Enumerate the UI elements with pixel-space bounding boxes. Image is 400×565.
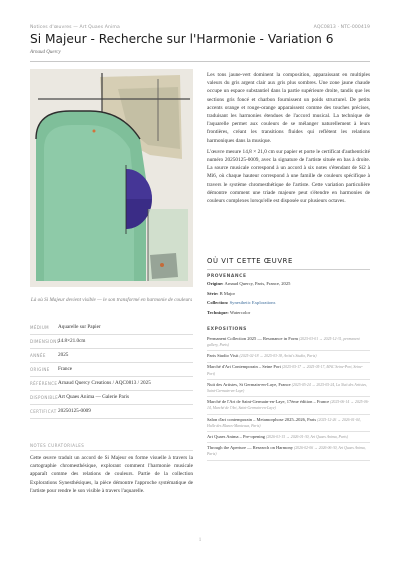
spec-label: DIMENSIONS	[30, 339, 60, 344]
spec-table	[30, 321, 193, 419]
spec-row-medium	[30, 321, 193, 335]
spec-label: RÉFÉRENCE	[30, 381, 58, 386]
exhibition-item	[207, 415, 370, 432]
artist-name: Arnaud Quercy	[30, 50, 61, 55]
provenance-value: Watercolor	[229, 309, 251, 315]
spec-value: Art Quaes Anima — Galerie Paris	[58, 393, 130, 400]
exhibition-item	[207, 380, 370, 397]
exhibition-item	[207, 432, 370, 443]
exhibition-title: Paris Studio Visit	[207, 353, 239, 359]
spec-label: MÉDIUM	[30, 325, 50, 330]
spec-value: 20250125-0009	[58, 407, 91, 414]
artwork-description	[207, 71, 370, 205]
spec-value: 14.8×21.0cm	[58, 337, 86, 344]
header-bar	[30, 25, 370, 30]
page-title: Si Majeur - Recherche sur l'Harmonie - Variation 6	[30, 32, 334, 46]
exhibition-details: (2025-12-26 → 2026-01-04, Halle des Blancs-Manteaux, Paris)	[207, 417, 361, 428]
spec-value: 2025	[58, 351, 69, 358]
exhibition-details: (2026-01-15 → 2026-01-30, Art Quaes Anima, Paris)	[266, 435, 349, 440]
spec-row-origin	[30, 363, 193, 377]
whereabouts-divider	[207, 269, 370, 270]
spec-label: ANNÉE	[30, 353, 46, 358]
exhibition-item	[207, 363, 370, 380]
spec-row-certificate	[30, 405, 193, 419]
spec-row-reference	[30, 377, 193, 391]
exhibition-title: Marché d'Art Contemporain – Seine Port	[207, 364, 281, 370]
provenance-item	[207, 291, 370, 297]
exhibition-item	[207, 334, 370, 351]
spec-row-available	[30, 391, 193, 405]
spec-label: ORIGINE	[30, 367, 50, 372]
spec-value: Aquarelle sur Papier	[58, 323, 101, 330]
spec-row-year	[30, 349, 193, 363]
exhibition-details: (2025-06-14 → 2025-06-14, Marché de l'Art, Saint-Germain-en-Laye)	[207, 400, 369, 411]
provenance-label: Collection:	[207, 300, 229, 306]
exhibition-title: Nuit des Artistes, St Germain-en-Laye, France	[207, 381, 291, 387]
header-reference: AQC0813 · NTC-000419	[313, 25, 370, 30]
exhibition-item	[207, 351, 370, 362]
curatorial-notes: Cette œuvre traduit un accord de Si Majeur en forme visuelle à travers la cartographie chromesthésique, explorant comment l'harmonie musicale apparaît comme des relations de couleurs. Partie de la collection Explorations Synesthésiques, la pièce démontre l'approche systématique de l'artiste pour rendre le son visible à travers l'aquarelle.	[30, 455, 193, 494]
whereabouts-title: OÙ VIT CETTE ŒUVRE	[207, 257, 293, 265]
artwork-painting	[30, 69, 193, 287]
description-paragraph: Les tons jaune-vert dominent la composition, apparaissant en multiples valeurs du gris argent clair aux gris plus sombres. Une zone jaune chaude occupe un espace substantiel dans la partie supérieure droite, tandis que les sections gris foncé et charbon fournissent un poids structurel. De petits accents orange et rouge-orange apparaissent comme des touches précises, traduisant les harmonies étendues de l'accord musical. La technique de l'aquarelle permet aux couleurs de se mélanger naturellement à leurs frontières, créant les transitions fluides qui reflètent les relations harmoniques dans la musique.	[207, 72, 370, 144]
provenance-item	[207, 300, 370, 306]
provenance-item	[207, 281, 370, 287]
description-paragraph: L'œuvre mesure 14,8 × 21,0 cm sur papier et porte le certificat d'authenticité numéro 20250125-0009, avec la signature de l'artiste située en bas à droite. La source musicale correspond à un accord à six notes s'étendant de Si2 à Mi6, où chaque hauteur correspond à une famille de couleurs spécifique à travers le système chromesthétique de l'artiste. Cette variation particulière démontre comment une triade majeure peut s'étendre en harmonies de couleurs complexes lorsqu'elle est disposée sur plusieurs octaves.	[207, 148, 370, 205]
exhibitions-heading: EXPOSITIONS	[207, 327, 247, 332]
spec-value: France	[58, 365, 73, 372]
exhibition-title: Permanent Collection 2025 — Resonance in Form	[207, 335, 298, 341]
page-number: 1	[198, 538, 202, 543]
provenance-list	[207, 281, 370, 319]
exhibition-title: Through the Aperture — Research on Harmony	[207, 445, 293, 451]
provenance-value: Arnaud Quercy, Paris, France, 2025	[224, 281, 291, 286]
exhibition-details: (2025-05-17 → 2025-05-17, MAC Seine-Port, Seine-Port)	[207, 365, 363, 376]
exhibition-item	[207, 443, 370, 460]
provenance-value: B Major	[219, 290, 236, 296]
exhibition-title: Marché de l'Art de Saint-Germain-en-Laye, 17ème édition – France	[207, 399, 330, 405]
spec-value: Arnaud Quercy Creations / AQC0813 / 2025	[58, 379, 151, 386]
spec-label: DISPONIBLE	[30, 395, 59, 400]
exhibition-details: (2025-05-24 → 2025-05-24, La Nuit des Artistes, Saint-Germain-en-Laye)	[207, 382, 367, 394]
artwork-caption: Là où Si Majeur devient visible — le son transformé en harmonie de couleurs	[30, 297, 193, 303]
provenance-label: Série:	[207, 290, 219, 296]
header-collection: Notices d'œuvres — Art Quaes Anima	[30, 25, 120, 30]
spec-label: CERTIFICAT	[30, 409, 57, 414]
provenance-label: Origine:	[207, 281, 224, 286]
exhibition-details: (2026-02-06 → 2026-06-30, Art Quaes Anima, Paris)	[207, 446, 366, 457]
notes-heading: NOTES CURATORIALES	[30, 443, 85, 448]
provenance-label: Technique:	[207, 309, 229, 315]
exhibition-details: (2025-02-18 → 2025-03-18, Artist's Studio, Paris)	[239, 354, 317, 359]
provenance-item	[207, 310, 370, 316]
provenance-heading: PROVENANCE	[207, 274, 247, 279]
notes-divider	[30, 450, 193, 451]
exhibitions-list	[207, 334, 370, 461]
exhibition-title: Salon d'art contemporain – Metamorphose 2025–2026, Paris	[207, 416, 317, 422]
artwork-image	[30, 69, 193, 287]
exhibition-item	[207, 397, 370, 414]
title-divider	[30, 61, 370, 62]
exhibition-details: (2025-03-01 → 2025-12-31, permanent gallery, Paris)	[207, 336, 360, 348]
spec-row-dimensions	[30, 335, 193, 349]
collection-link[interactable]: Synesthetic Explorations	[229, 300, 276, 306]
exhibition-title: Art Quaes Anima – Pre-opening	[207, 434, 265, 440]
